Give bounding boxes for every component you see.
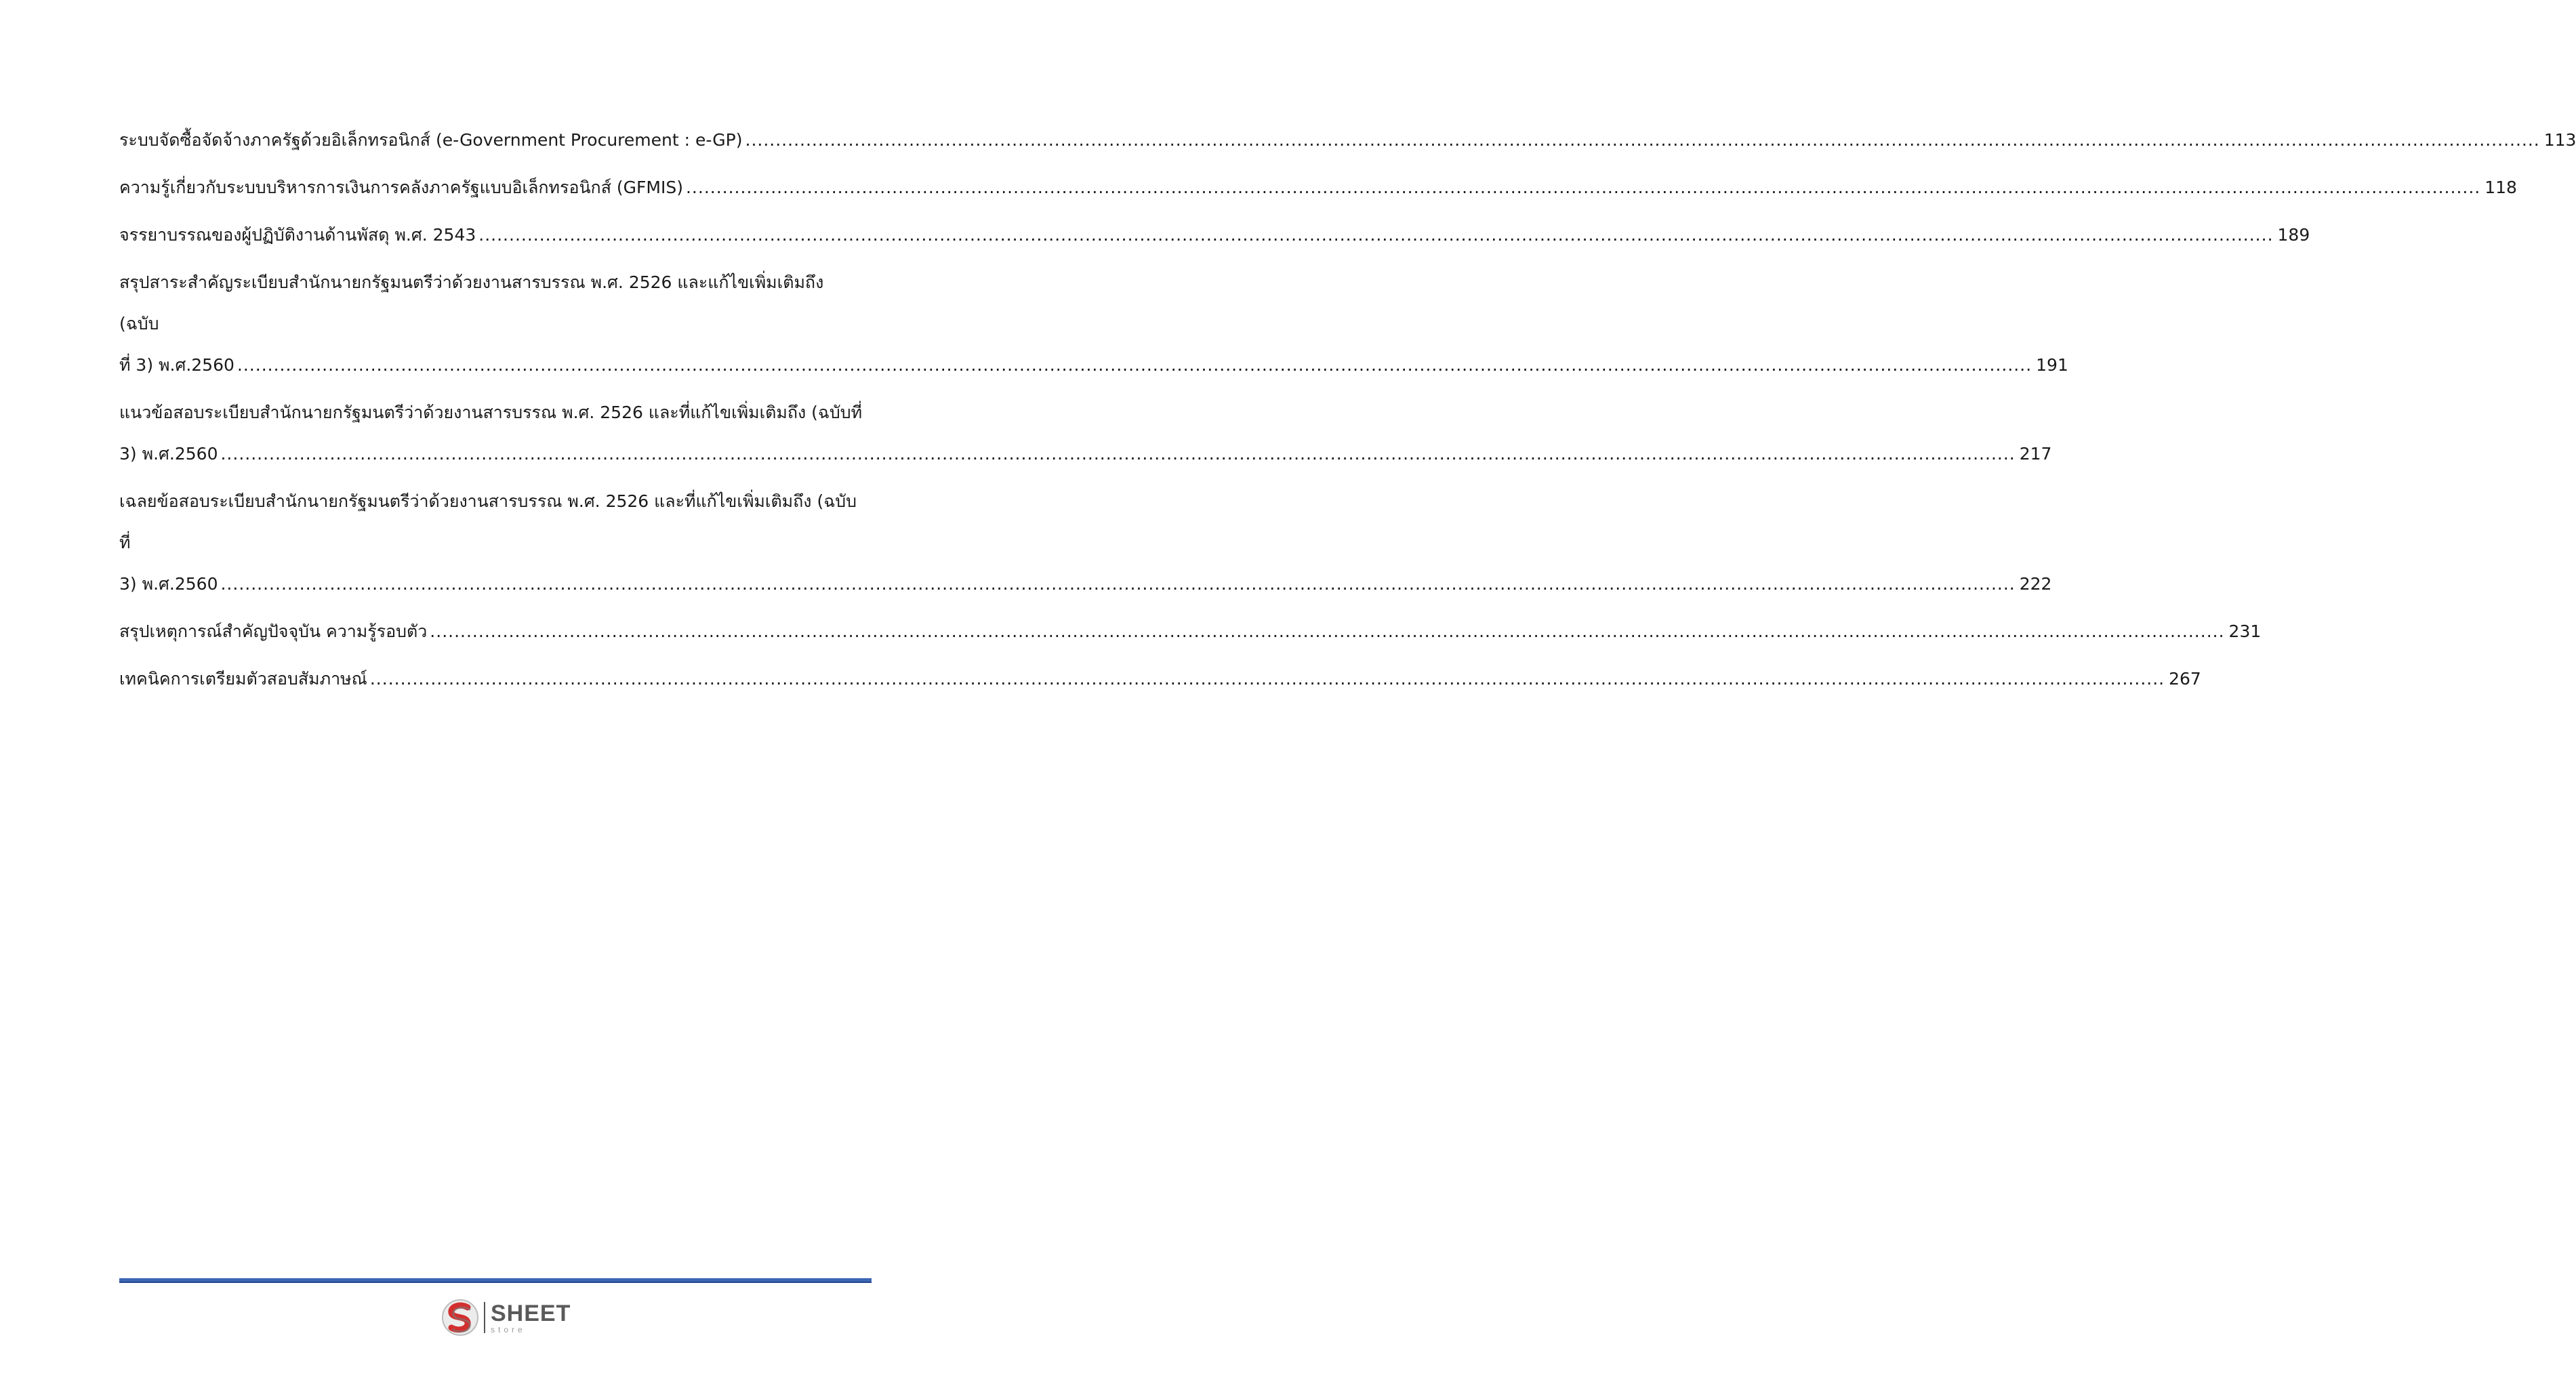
toc-entry[interactable]	[119, 119, 2576, 161]
dot-leader	[478, 214, 2273, 256]
toc-entry-title-line-1: สรุปสาระสำคัญระเบียบสำนักนายกรัฐมนตรีว่าด้วยงานสารบรรณ พ.ศ. 2526 และแก้ไขเพิ่มเติมถึง (ฉบับ	[119, 272, 824, 333]
logo-word-sub: store	[491, 1324, 526, 1334]
toc-entry[interactable]	[119, 481, 2052, 605]
logo-wordmark	[491, 1302, 571, 1334]
dot-leader	[220, 563, 2015, 605]
toc-entry-title: สรุปเหตุการณ์สำคัญปัจจุบัน ความรู้รอบตัว	[119, 621, 428, 641]
logo-word-main: SHEET	[491, 1300, 571, 1326]
toc-entry-title: ความรู้เกี่ยวกับระบบบริหารการเงินการคลังภาครัฐแบบอิเล็กทรอนิกส์ (GFMIS)	[119, 178, 683, 197]
toc-entry-line	[119, 563, 2052, 605]
toc-page-number: 191	[2036, 355, 2068, 375]
toc-entry-line	[119, 658, 2201, 699]
logo-divider	[484, 1302, 485, 1333]
toc-entry-title-line-2: ที่ 3) พ.ศ.2560	[119, 355, 234, 375]
toc-page-number: 231	[2228, 621, 2262, 641]
toc-entry-title-line-2: 3) พ.ศ.2560	[119, 444, 218, 464]
sheet-store-s-logo-icon	[441, 1298, 480, 1337]
toc-entry[interactable]	[119, 658, 2201, 699]
toc-entry-title-line-1: แนวข้อสอบระเบียบสำนักนายกรัฐมนตรีว่าด้วยงานสารบรรณ พ.ศ. 2526 และที่แก้ไขเพิ่มเติมถึง (ฉบับที่	[119, 403, 863, 422]
toc-entry-title: เทคนิคการเตรียมตัวสอบสัมภาษณ์	[119, 669, 367, 689]
toc-entry[interactable]	[119, 167, 2517, 208]
dot-leader	[220, 433, 2015, 474]
toc-entry-line	[119, 167, 2517, 208]
dot-leader	[237, 344, 2032, 386]
toc-entry-title-line-2: 3) พ.ศ.2560	[119, 574, 218, 594]
toc-entry[interactable]	[119, 392, 2052, 474]
toc-page-number: 118	[2485, 178, 2517, 197]
toc-entry-line	[119, 214, 2310, 256]
toc-entry-line	[119, 344, 2068, 386]
dot-leader	[745, 119, 2540, 161]
toc-entry[interactable]	[119, 214, 2310, 256]
toc-entry-title: จรรยาบรรณของผู้ปฏิบัติงานด้านพัสดุ พ.ศ. 2543	[119, 225, 476, 245]
toc-entry[interactable]	[119, 262, 2068, 386]
footer-divider	[119, 1278, 872, 1283]
toc-entry-line	[119, 433, 2052, 474]
toc-page-number: 217	[2019, 444, 2052, 464]
toc-page-number: 267	[2169, 669, 2201, 689]
dot-leader	[686, 167, 2480, 208]
toc-entry[interactable]	[119, 611, 2262, 652]
dot-leader	[430, 611, 2224, 652]
toc-entry-line	[119, 611, 2262, 652]
toc-entry-line	[119, 119, 2576, 161]
toc-entry-title: ระบบจัดซื้อจัดจ้างภาครัฐด้วยอิเล็กทรอนิกส์ (e-Government Procurement : e-GP)	[119, 130, 743, 150]
toc-entry-title-line-1: เฉลยข้อสอบระเบียบสำนักนายกรัฐมนตรีว่าด้วยงานสารบรรณ พ.ศ. 2526 และที่แก้ไขเพิ่มเติมถึง (ฉบับที่	[119, 491, 857, 552]
sheet-store-logo	[441, 1296, 571, 1339]
toc-page-number: 189	[2277, 225, 2310, 245]
toc-page-number: 113	[2543, 130, 2576, 150]
dot-leader	[370, 658, 2165, 699]
toc-page-number: 222	[2019, 574, 2052, 594]
table-of-contents	[119, 119, 2576, 706]
